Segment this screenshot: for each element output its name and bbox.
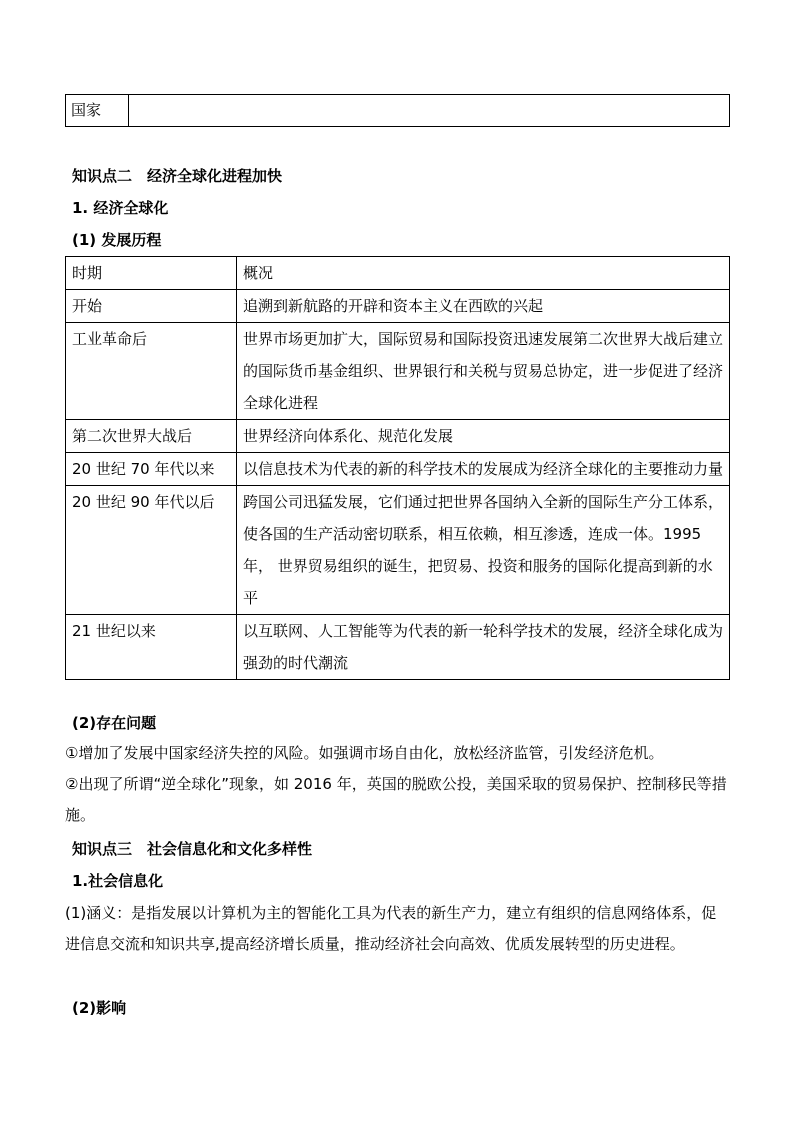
history-table — [65, 256, 730, 680]
row-period: 21 世纪以来 — [66, 615, 237, 680]
table-row — [66, 290, 730, 323]
section2-heading: 知识点二 经济全球化进程加快 — [72, 167, 283, 185]
row-period: 第二次世界大战后 — [66, 420, 237, 453]
table-row — [66, 453, 730, 486]
row-overview: 跨国公司迅猛发展，它们通过把世界各国纳入全新的国际生产分工体系，使各国的生产活动密切联系，相互依赖，相互渗透，连成一体。1995 年， 世界贸易组织的诞生，把贸易、投资和服务的国际化提高到新的水平 — [237, 486, 730, 615]
country-label: 国家 — [66, 95, 129, 127]
row-overview: 以信息技术为代表的新的科学技术的发展成为经济全球化的主要推动力量 — [237, 453, 730, 486]
section3-sub1: 1.社会信息化 — [72, 872, 164, 890]
country-value — [129, 95, 730, 127]
row-period: 20 世纪 90 年代以后 — [66, 486, 237, 615]
problem-2: ②出现了所谓“逆全球化”现象，如 2016 年，英国的脱欧公投，美国采取的贸易保护、控制移民等措施。 — [65, 775, 727, 824]
section2-sub1-1: (1) 发展历程 — [72, 231, 162, 249]
problem-1: ①增加了发展中国家经济失控的风险。如强调市场自由化，放松经济监管，引发经济危机。 — [65, 744, 664, 762]
table-row — [66, 420, 730, 453]
table-row — [66, 95, 730, 127]
row-period: 开始 — [66, 290, 237, 323]
table-row — [66, 615, 730, 680]
row-overview: 世界经济向体系化、规范化发展 — [237, 420, 730, 453]
table-header-row — [66, 257, 730, 290]
impact-heading: (2)影响 — [72, 999, 127, 1017]
header-period: 时期 — [66, 257, 237, 290]
table-row — [66, 486, 730, 615]
row-overview: 追溯到新航路的开辟和资本主义在西欧的兴起 — [237, 290, 730, 323]
row-period: 20 世纪 70 年代以来 — [66, 453, 237, 486]
header-overview: 概况 — [237, 257, 730, 290]
section3-heading: 知识点三 社会信息化和文化多样性 — [72, 840, 313, 858]
table-row — [66, 323, 730, 420]
country-table — [65, 94, 730, 127]
meaning-paragraph: (1)涵义：是指发展以计算机为主的智能化工具为代表的新生产力，建立有组织的信息网络体系，促进信息交流和知识共享,提高经济增长质量，推动经济社会向高效、优质发展转型的历史进程。 — [65, 904, 717, 953]
row-overview: 世界市场更加扩大，国际贸易和国际投资迅速发展第二次世界大战后建立的国际货币基金组织、世界银行和关税与贸易总协定，进一步促进了经济全球化进程 — [237, 323, 730, 420]
section2-sub1-2: (2)存在问题 — [72, 714, 157, 732]
section2-sub1: 1. 经济全球化 — [72, 199, 169, 217]
row-period: 工业革命后 — [66, 323, 237, 420]
row-overview: 以互联网、人工智能等为代表的新一轮科学技术的发展，经济全球化成为强劲的时代潮流 — [237, 615, 730, 680]
